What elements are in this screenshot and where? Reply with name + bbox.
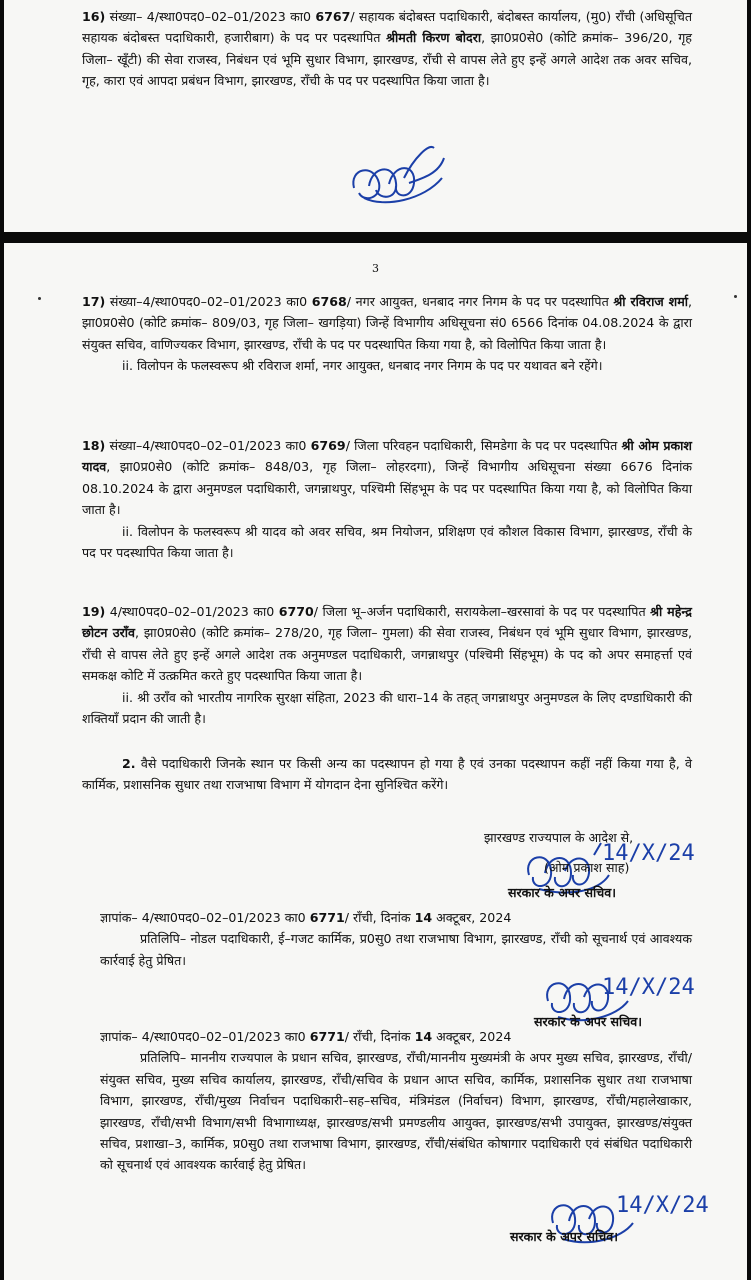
memo-copy: प्रतिलिपि– नोडल पदाधिकारी, ई–गजट कार्मिक, प्र0सु0 तथा राजभाषा विभाग, झारखण्ड, राँची को सूचनार्थ एवं आवश्यक कार्रवाई हेतु प्रेषित। xyxy=(100,931,692,968)
order-number: 6770 xyxy=(278,604,314,619)
item-text-rest: , झा0प्र0से0 (कोटि क्रमांक– 396/20, गृह जिला– खूँटी) की सेवा राजस्व, निबंधन एवं भूमि सुधार विभाग, झारखण्ड, राँची से वापस लेते हुए इन्हें अगले आदेश तक अवर सचिव, गृह, कारा एवं आपदा प्रबंधन विभाग, झारखण्ड, राँची के पद पर पदस्थापित किया जाता है। xyxy=(82,30,692,89)
memo-ref: ज्ञापांक– 4/स्था0पद0–02–01/2023 का0 xyxy=(100,910,310,925)
item-text-rest: , झा0प्र0से0 (कोटि क्रमांक– 848/03, गृह जिला– लोहरदगा), जिन्हें विभागीय अधिसूचना संख्या 6676 दिनांक 08.10.2024 के द्वारा अनुमण्डल पदाधिकारी, जगन्नाथपुर, पश्चिमी सिंहभूम के पद पर पदस्थापित किया गया है, को विलोपित किया जाता है। xyxy=(82,459,692,518)
memo-order-number: 6771 xyxy=(309,1029,345,1044)
sub-clause: ii. श्री उराँव को भारतीय नागरिक सुरक्षा संहिता, 2023 की धारा–14 के तहत् जगन्नाथपुर अनुमण्डल के लिए दण्डाधिकारी की शक्तियाँ प्रदान की जाती है। xyxy=(82,689,692,727)
general-instruction xyxy=(82,753,692,796)
order-item-17 xyxy=(82,291,692,377)
officer-name: श्री महेन्द्र छोटन उराँव xyxy=(82,604,692,641)
point-text: वैसे पदाधिकारी जिनके स्थान पर किसी अन्य का पदस्थापन हो गया है एवं उनका पदस्थापन कहीं नहीं किया गया है, वे कार्मिक, प्रशासनिक सुधार तथा राजभाषा विभाग में योगदान देना सुनिश्चित करेंगे। xyxy=(82,756,692,793)
item-text: / जिला भू–अर्जन पदाधिकारी, सरायकेला–खरसावां के पद पर पदस्थापित xyxy=(313,604,651,619)
signatory-designation: सरकार के अपर सचिव। xyxy=(510,1229,619,1244)
memo-ref: ज्ञापांक– 4/स्था0पद0–02–01/2023 का0 xyxy=(100,1029,310,1044)
memo-ref-mid: / राँची, दिनांक xyxy=(344,910,415,925)
memo-date-day: 14 xyxy=(414,1029,433,1044)
item-prefix: संख्या–4/स्था0पद0–02–01/2023 का0 xyxy=(105,438,311,453)
order-number: 6768 xyxy=(311,294,347,309)
speck xyxy=(38,297,41,300)
point-number: 2. xyxy=(122,756,136,771)
item-prefix: संख्या– 4/स्था0पद0–02–01/2023 का0 xyxy=(105,9,316,24)
order-authority-line: झारखण्ड राज्यपाल के आदेश से, xyxy=(484,830,634,845)
order-number: 6767 xyxy=(315,9,351,24)
signatory-designation: सरकार के अपर सचिव। xyxy=(534,1014,643,1029)
memo-order-number: 6771 xyxy=(309,910,345,925)
sub-clause: ii. विलोपन के फलस्वरूप श्री रविराज शर्मा, नगर आयुक्त, धनबाद नगर निगम के पद पर यथावत बने रहेंगे। xyxy=(122,358,603,374)
handwritten-date: 14/X/24 xyxy=(616,1193,709,1218)
item-number: 17) xyxy=(82,294,106,309)
officer-name: श्रीमती किरण बोदरा xyxy=(386,30,482,46)
officer-name: श्री ओम प्रकाश यादव xyxy=(82,438,692,475)
order-item-18 xyxy=(82,435,692,563)
memo-ref-mid: / राँची, दिनांक xyxy=(344,1029,415,1044)
item-number: 19) xyxy=(82,604,106,619)
document-page-top xyxy=(4,0,747,232)
memo-copy: प्रतिलिपि– माननीय राज्यपाल के प्रधान सचिव, झारखण्ड, राँची/माननीय मुख्यमंत्री के अपर मुख्य सचिव, झारखण्ड, राँची/संयुक्त सचिव, मुख्य सचिव कार्यालय, झारखण्ड, राँची/सचिव के प्रधान आप्त सचिव, कार्मिक, प्रशासनिक सुधार तथा राजभाषा विभाग, झारखण्ड, राँची/मुख्य निर्वाचन पदाधिकारी–सह–सचिव, मंत्रिमंडल (निर्वाचन) विभाग, झारखण्ड, राँची/महालेखाकार, झारखण्ड, राँची/सभी विभाग/सभी विभागाध्यक्ष, झारखण्ड/सभी प्रमण्डलीय आयुक्त, झारखण्ड/सभी उपायुक्त, झारखण्ड/संयुक्त सचिव, प्रशाखा–3, कार्मिक, प्र0सु0 तथा राजभाषा विभाग, झारखण्ड, राँची/संबंधित कोषागार पदाधिकारी एवं संबंधित पदाधिकारी को सूचनार्थ एवं आवश्यक कार्रवाई हेतु प्रेषित। xyxy=(100,1050,692,1173)
memo-2 xyxy=(100,1026,692,1176)
speck xyxy=(734,295,737,298)
memo-date-rest: अक्टूबर, 2024 xyxy=(432,1029,512,1044)
item-text: / सहायक बंदोबस्त पदाधिकारी, बंदोबस्त कार्यालय, (मु0) राँची (अधिसूचित सहायक बंदोबस्त पदाधिकारी, हजारीबाग) के पद पर पदस्थापित xyxy=(82,9,692,46)
item-text-rest: , झा0प्र0से0 (कोटि क्रमांक– 809/03, गृह जिला– खगड़िया) जिन्हें विभागीय अधिसूचना सं0 6566 दिनांक 04.08.2024 के द्वारा संयुक्त सचिव, वाणिज्यकर विभाग, झारखण्ड, राँची के पद पर पदस्थापित किया गया है, को विलोपित किया जाता है। xyxy=(82,294,693,352)
handwritten-date: 14/X/24 xyxy=(602,841,695,866)
item-number: 16) xyxy=(82,9,106,24)
sub-clause: ii. विलोपन के फलस्वरूप श्री यादव को अवर सचिव, श्रम नियोजन, प्रशिक्षण एवं कौशल विकास विभाग, झारखण्ड, राँची के पद पर पदस्थापित किया जाता है। xyxy=(82,523,692,561)
item-number: 18) xyxy=(82,438,106,453)
page-number: 3 xyxy=(372,262,379,275)
item-prefix: संख्या–4/स्था0पद0–02–01/2023 का0 xyxy=(105,294,312,309)
order-item-16 xyxy=(82,6,692,92)
document-page-3 xyxy=(4,243,747,1280)
item-prefix: 4/स्था0पद0–02–01/2023 का0 xyxy=(105,604,279,619)
order-number: 6769 xyxy=(310,438,346,453)
memo-date-rest: अक्टूबर, 2024 xyxy=(432,910,512,925)
signatory-designation: सरकार के अपर सचिव। xyxy=(508,885,617,900)
signature-image xyxy=(344,138,454,218)
memo-date-day: 14 xyxy=(414,910,433,925)
handwritten-date: 14/X/24 xyxy=(602,975,695,1000)
item-text: / जिला परिवहन पदाधिकारी, सिमडेगा के पद पर पदस्थापित xyxy=(345,438,622,453)
item-text-rest: , झा0प्र0से0 (कोटि क्रमांक– 278/20, गृह जिला– गुमला) की सेवा राजस्व, निबंधन एवं भूमि सुधार विभाग, झारखण्ड, राँची से वापस लेते हुए इन्हें अगले आदेश तक अनुमण्डल पदाधिकारी, जगन्नाथपुर (पश्चिमी सिंहभूम) के पद को अपर समाहर्त्ता एवं समकक्ष कोटि में उत्क्रमित करते हुए पदस्थापित किया जाता है। xyxy=(82,625,692,684)
order-item-19 xyxy=(82,601,692,729)
signatory-name: (ओम प्रकाश साह) xyxy=(544,860,630,875)
item-text: / नगर आयुक्त, धनबाद नगर निगम के पद पर पदस्थापित xyxy=(346,294,614,309)
officer-name: श्री रविराज शर्मा xyxy=(613,294,688,309)
